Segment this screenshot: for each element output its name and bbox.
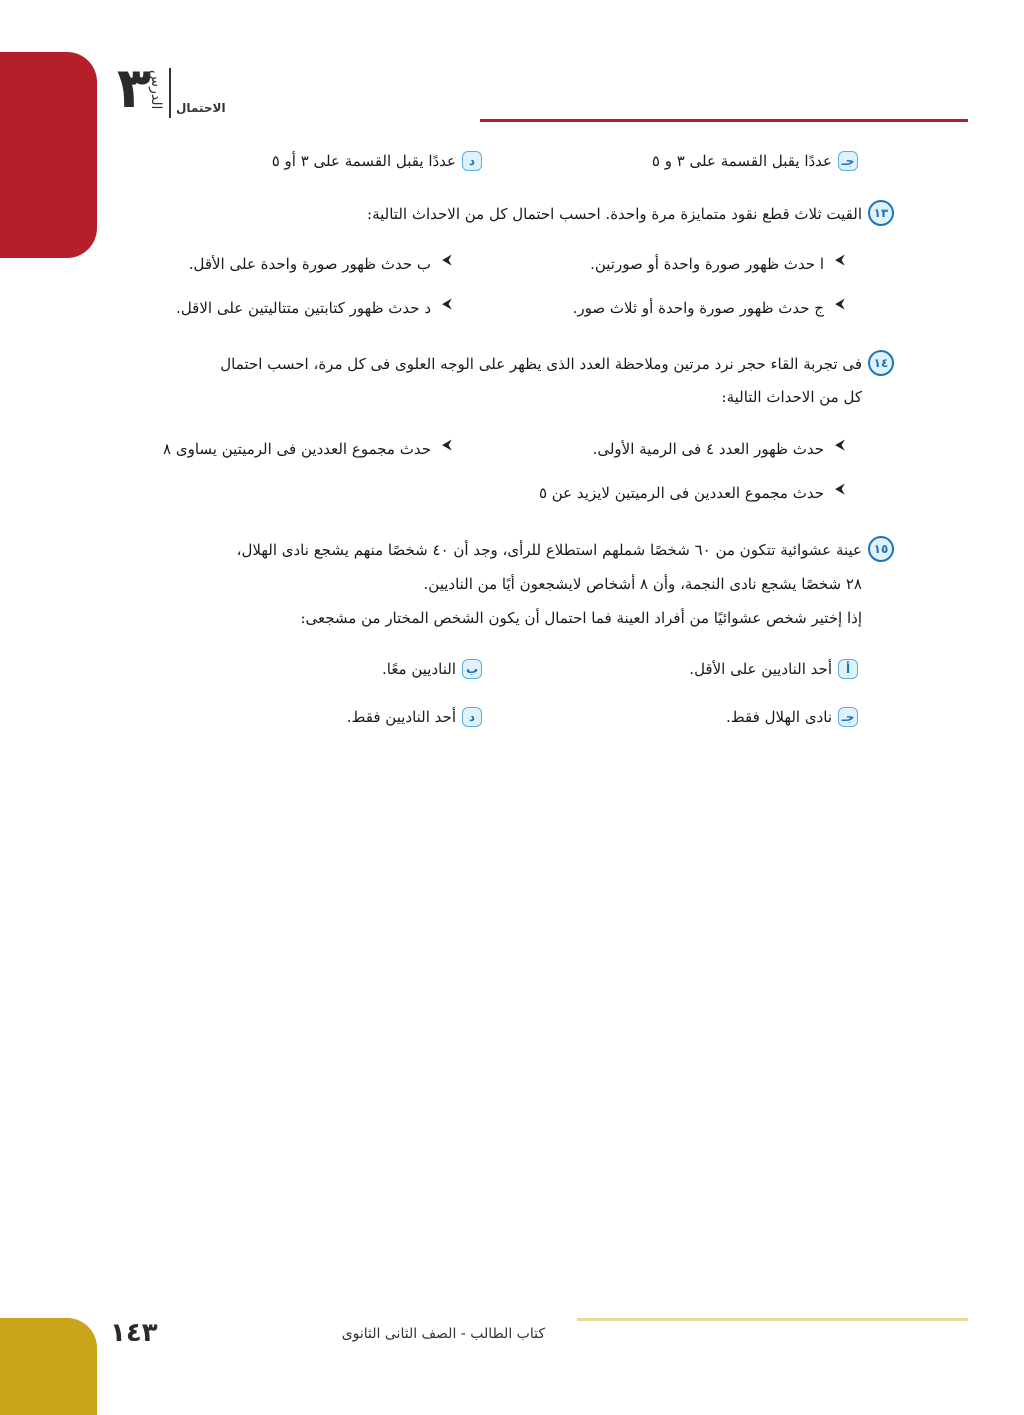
- arrow-bullet-icon: ⮜: [835, 252, 845, 268]
- q15-option-b-text: الناديين معًا.: [381, 660, 456, 678]
- option-badge-c: جـ: [838, 151, 858, 171]
- question-14-number: ١٤: [868, 350, 894, 376]
- option-badge-c: جـ: [838, 707, 858, 727]
- q13-item-b: ب حدث ظهور صورة واحدة على الأقل.: [188, 255, 431, 273]
- prev-option-c-text: عددًا يقبل القسمة على ٣ و ٥: [651, 152, 832, 170]
- lesson-number: ٣: [116, 56, 152, 121]
- question-14-line1: فى تجربة القاء حجر نرد مرتين وملاحظة العدد الذى يظهر على الوجه العلوى فى كل مرة، احسب احتمال: [220, 355, 862, 373]
- q13-item-c: ج حدث ظهور صورة واحدة أو ثلاث صور.: [572, 299, 824, 317]
- footer-book-title: كتاب الطالب - الصف الثانى الثانوى: [341, 1326, 545, 1342]
- arrow-bullet-icon: ⮜: [442, 296, 452, 312]
- option-badge-a: أ: [838, 659, 858, 679]
- q15-option-c-text: نادى الهلال فقط.: [726, 708, 832, 726]
- question-15-line3: إذا إختير شخص عشوائيًا من أفراد العينة فما احتمال أن يكون الشخص المختار من مشجعى:: [300, 609, 862, 627]
- footer-tab-gold: [0, 1318, 97, 1415]
- q13-item-d: د حدث ظهور كتابتين متتاليتين على الاقل.: [176, 299, 431, 317]
- q15-option-a-text: أحد الناديين على الأقل.: [689, 660, 832, 678]
- arrow-bullet-icon: ⮜: [835, 481, 845, 497]
- arrow-bullet-icon: ⮜: [835, 296, 845, 312]
- question-13-number: ١٣: [868, 200, 894, 226]
- lesson-title: الاحتمال: [176, 101, 226, 115]
- page-number: ١٤٣: [110, 1318, 158, 1348]
- header-rule: [480, 119, 968, 122]
- option-badge-d: د: [462, 707, 482, 727]
- arrow-bullet-icon: ⮜: [442, 252, 452, 268]
- footer-rule: [577, 1318, 968, 1321]
- q13-item-a: ا حدث ظهور صورة واحدة أو صورتين.: [590, 255, 824, 273]
- option-badge-d: د: [462, 151, 482, 171]
- chapter-tab-red: [0, 52, 97, 258]
- q15-option-d-text: أحد الناديين فقط.: [346, 708, 456, 726]
- option-badge-b: ب: [462, 659, 482, 679]
- question-14-line2: كل من الاحداث التالية:: [721, 388, 862, 406]
- question-13-text: القيت ثلاث قطع نقود متمايزة مرة واحدة. احسب احتمال كل من الاحداث التالية:: [367, 205, 862, 223]
- q14-item-3: حدث مجموع العددين فى الرميتين لايزيد عن ٥: [538, 484, 824, 502]
- lesson-word: الدرس: [148, 70, 164, 110]
- arrow-bullet-icon: ⮜: [835, 437, 845, 453]
- prev-option-d-text: عددًا يقبل القسمة على ٣ أو ٥: [271, 152, 456, 170]
- q14-item-2: حدث مجموع العددين فى الرميتين يساوى ٨: [163, 440, 431, 458]
- lesson-divider: [169, 68, 171, 118]
- q14-item-1: حدث ظهور العدد ٤ فى الرمية الأولى.: [592, 440, 824, 458]
- arrow-bullet-icon: ⮜: [442, 437, 452, 453]
- question-15-number: ١٥: [868, 536, 894, 562]
- question-15-line1: عينة عشوائية تتكون من ٦٠ شخصًا شملهم استطلاع للرأى، وجد أن ٤٠ شخصًا منهم يشجع نادى الهلال،: [236, 541, 862, 559]
- question-15-line2: ٢٨ شخصًا يشجع نادى النجمة، وأن ٨ أشخاص لايشجعون أيًا من الناديين.: [423, 575, 862, 593]
